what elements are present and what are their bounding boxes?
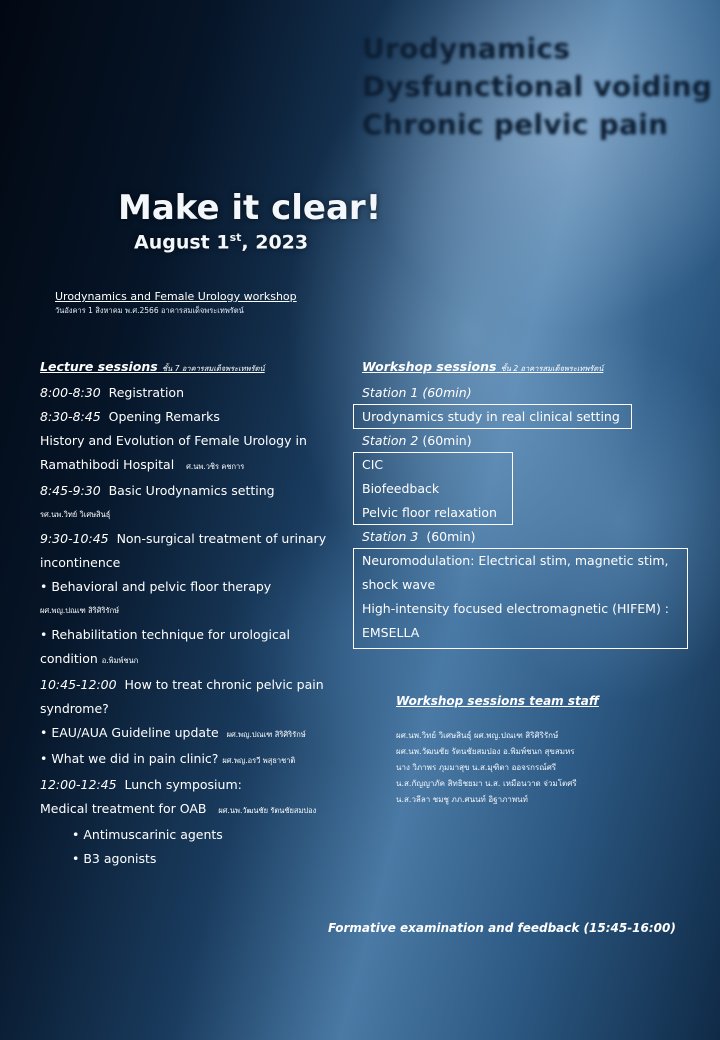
station-3-item: shock wave (362, 577, 436, 592)
topic-list (362, 30, 712, 144)
lecture-item: 8:45-9:30 Basic Urodynamics setting (40, 483, 275, 498)
event-date: August 1st, 2023 (134, 231, 309, 254)
lecture-item: syndrome? (40, 701, 109, 716)
staff-line: ผศ.นพ.วัฒนชัย รัตนชัยสมปอง อ.พิมพ์ชนก สุขสมหร (396, 747, 575, 756)
lecture-bullet: • EAU/AUA Guideline update ผศ.พญ.ปณเฑ สิริศิริรักษ์ (40, 725, 306, 740)
lecture-subitem: • Antimuscarinic agents (72, 827, 223, 842)
staff-heading: Workshop sessions team staff (396, 694, 599, 708)
staff-line: นาง วิภาพร ภุมมาสุข น.ส.มุฑิตา ออจรกรณ์ศรี (396, 763, 557, 772)
lecture-item: 8:30-8:45 Opening Remarks (40, 409, 220, 424)
topic-item: Urodynamics (362, 32, 571, 65)
station-2-item: CIC (362, 457, 384, 472)
station-2-label: Station 2 (60min) (362, 433, 472, 448)
lecture-item: History and Evolution of Female Urology in (40, 433, 307, 448)
staff-line: ผศ.นพ.วิทย์ วิเศษสินธุ์ ผศ.พญ.ปณเฑ สิริศิริรักษ์ (396, 731, 559, 740)
workshop-heading: Workshop sessions ชั้น 2 อาคารสมเด็จพระเทพรัตน์ (362, 359, 604, 374)
page-title: Make it clear! (118, 188, 382, 228)
lecture-item: incontinence (40, 555, 121, 570)
station-2-item: Pelvic floor relaxation (362, 505, 497, 520)
lecture-bullet: • Rehabilitation technique for urological (40, 627, 291, 642)
workshop-subtitle: วันอังคาร 1 สิงหาคม พ.ศ.2566 อาคารสมเด็จพระเทพรัตน์ (55, 306, 244, 315)
staff-line: น.ส.วลีลา ชมชู ภภ.ศนนท์ อิฐาภาพนท์ (396, 795, 528, 804)
lecture-item: 12:00-12:45 Lunch symposium: (40, 777, 242, 792)
lecture-subitem: • B3 agonists (72, 851, 157, 866)
workshop-title: Urodynamics and Female Urology workshop (55, 290, 297, 303)
staff-list (396, 728, 577, 808)
station-1-item: Urodynamics study in real clinical setting (362, 409, 620, 424)
lecture-item: 10:45-12:00 How to treat chronic pelvic pain (40, 677, 324, 692)
staff-line: น.ส.กัญญาภัค สิทธิชยมา น.ส. เหมือนวาด จ่วมโตศรี (396, 779, 577, 788)
lecture-item: Ramathibodi Hospital ศ.นพ.วชิร คชการ (40, 457, 245, 472)
station-3-label: Station 3 (60min) (362, 529, 476, 544)
lecture-item: 9:30-10:45 Non-surgical treatment of urinary (40, 531, 327, 546)
lecture-bullet: • What we did in pain clinic? ผศ.พญ.อรวี พสุธาชาติ (40, 751, 296, 766)
lecture-bullet: condition อ.พิมพ์ชนก (40, 651, 139, 666)
lecture-bullet: • Behavioral and pelvic floor therapy (40, 579, 272, 594)
station-3-item: Neuromodulation: Electrical stim, magnetic stim, (362, 553, 669, 568)
lecture-item: 8:00-8:30 Registration (40, 385, 184, 400)
station-3-item: High-intensity focused electromagnetic (HIFEM) : (362, 601, 670, 616)
station-1-label: Station 1 (60min) (362, 385, 472, 400)
lecture-item: Medical treatment for OAB ผศ.นพ.วัฒนชัย รัตนชัยสมปอง (40, 801, 317, 816)
speaker: ผศ.พญ.ปณเฑ สิริศิริรักษ์ (40, 606, 120, 615)
lecture-sessions (40, 355, 350, 871)
speaker: รศ.นพ.วิทย์ วิเศษสินธุ์ (40, 510, 111, 519)
station-2-item: Biofeedback (362, 481, 440, 496)
station-3-item: EMSELLA (362, 625, 420, 640)
formative-exam: Formative examination and feedback (15:45-16:00) (328, 921, 676, 935)
lecture-heading: Lecture sessions ชั้น 7 อาคารสมเด็จพระเทพรัตน์ (40, 359, 265, 374)
topic-item: Dysfunctional voiding (362, 70, 713, 103)
workshop-sessions (362, 355, 692, 645)
topic-item: Chronic pelvic pain (362, 108, 669, 141)
